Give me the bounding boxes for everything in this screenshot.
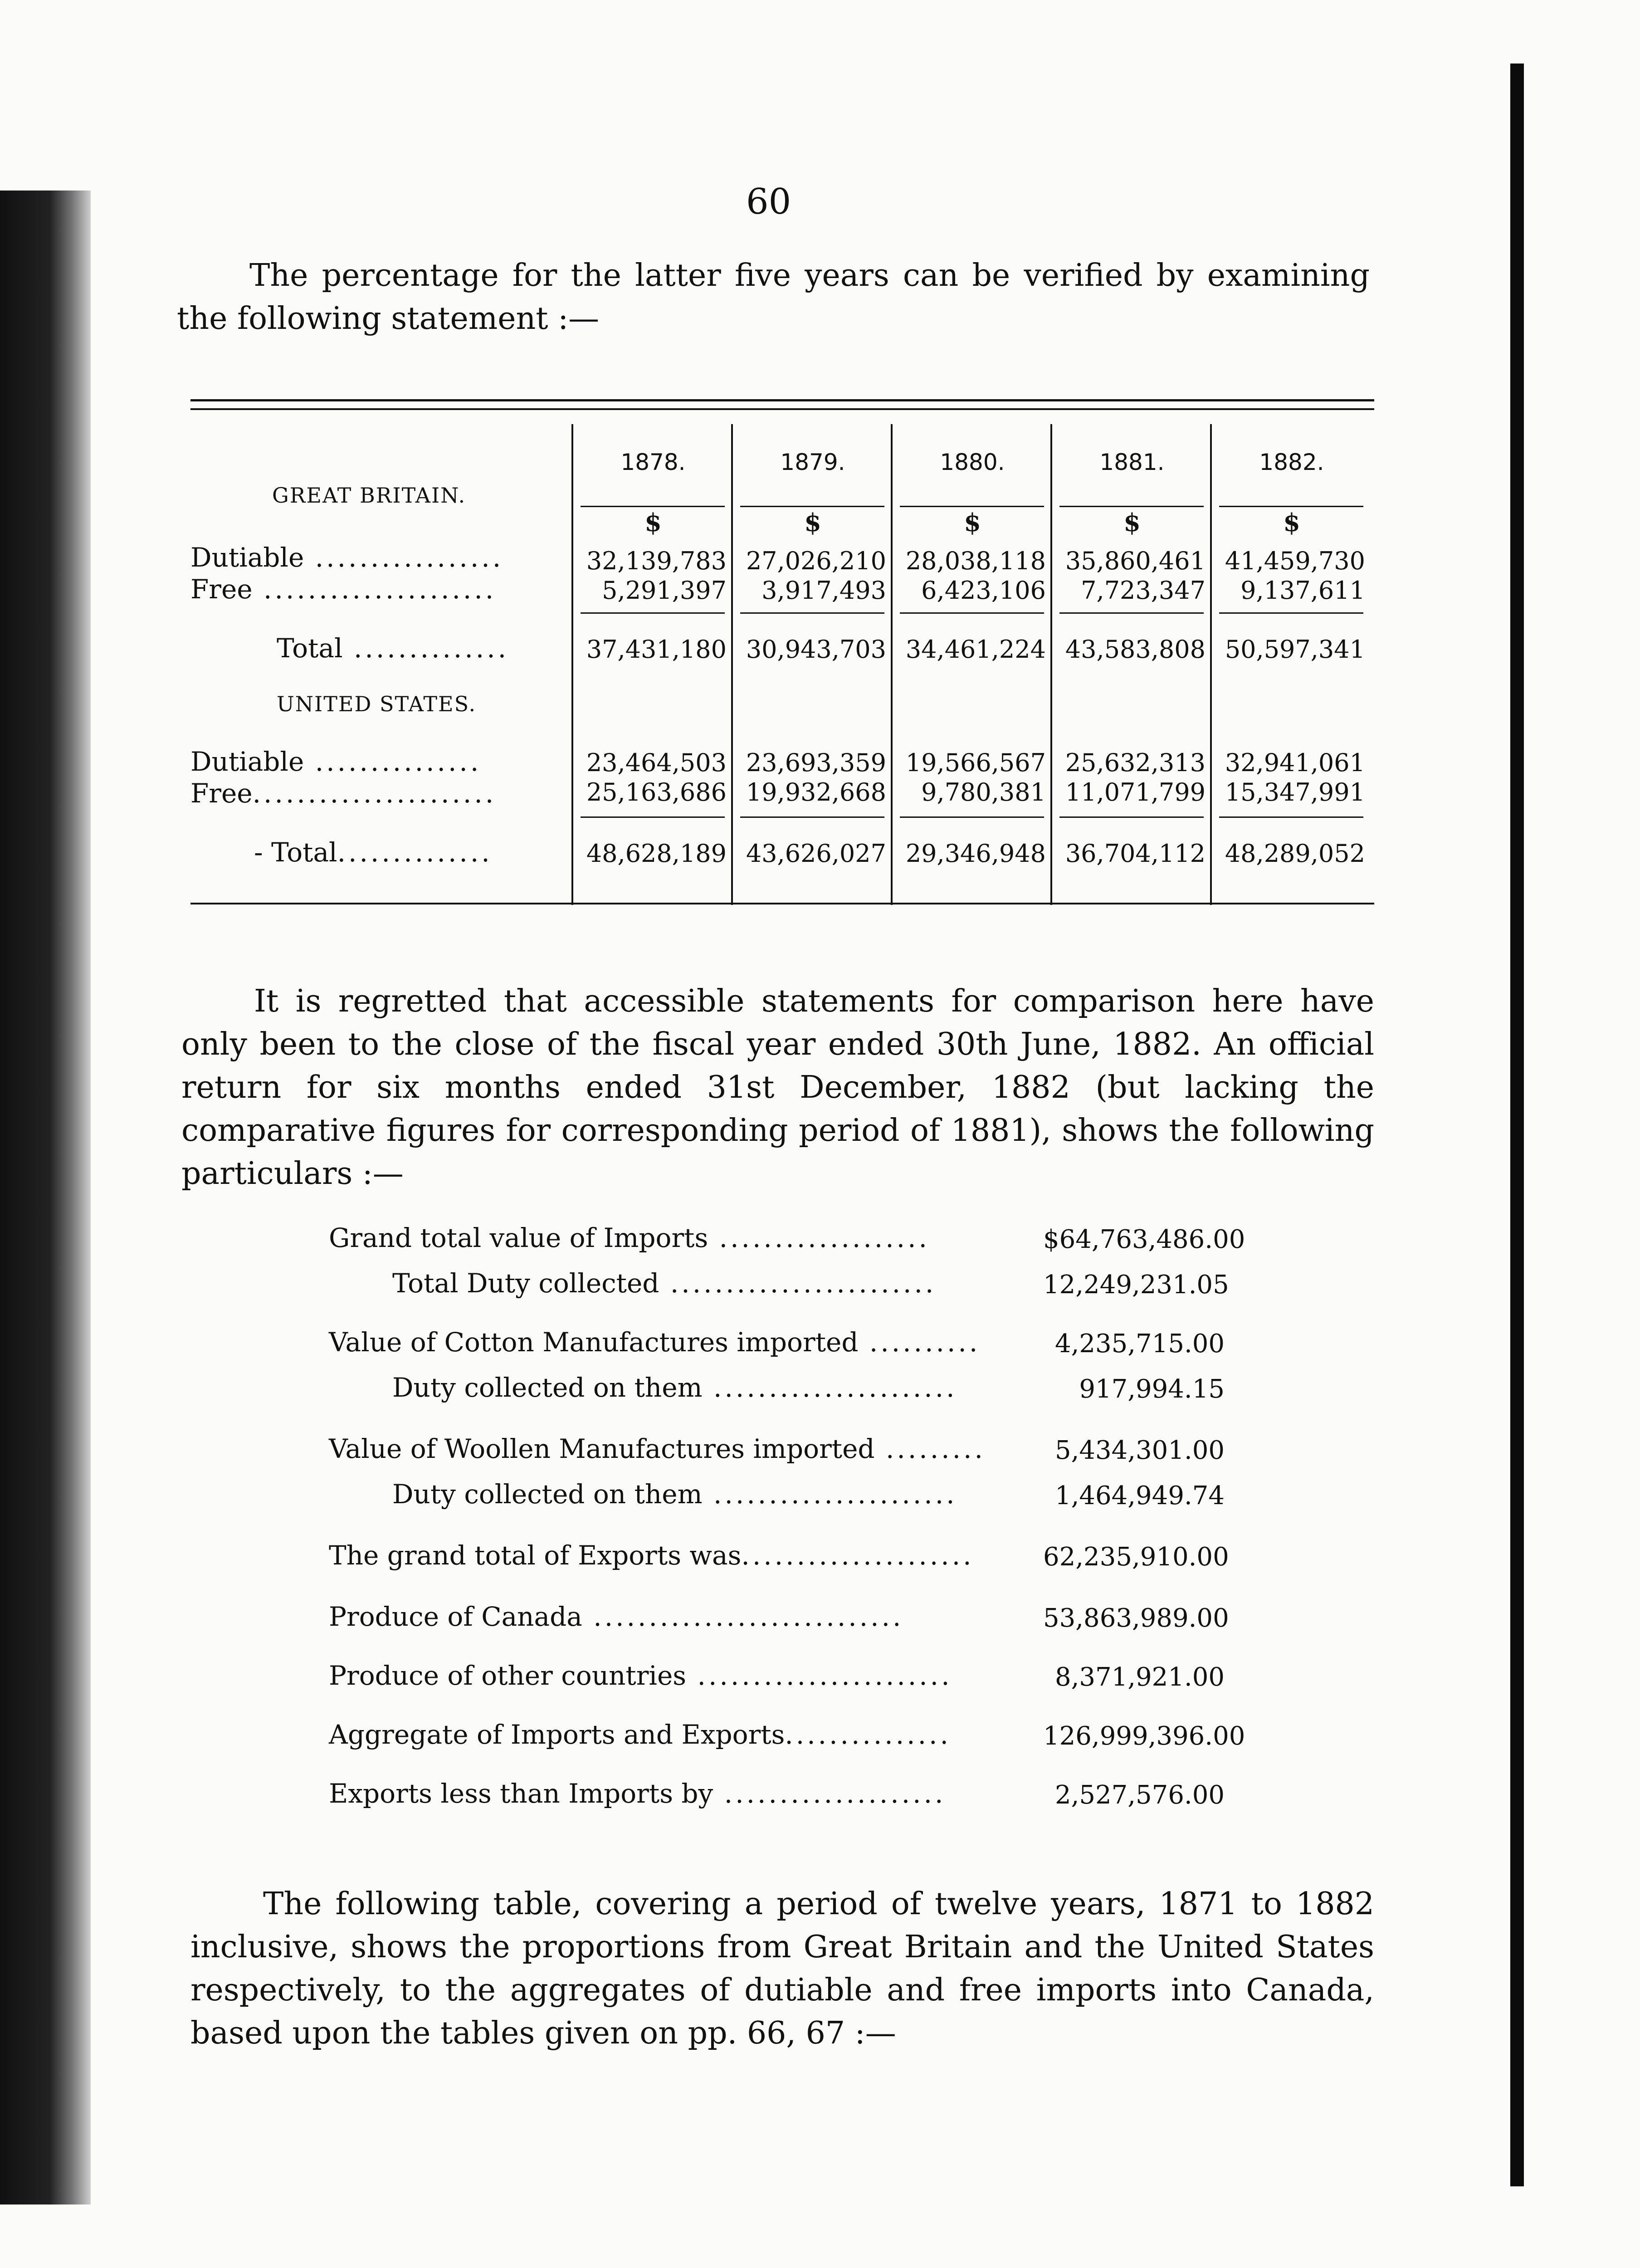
table-cell-total: 37,431,180 [586,635,727,664]
sum-rule [740,816,884,818]
table-cell-total: 48,289,052 [1225,839,1365,868]
summary-label: Produce of other countries ....................... [329,1660,952,1691]
section-united-states: UNITED STATES. [277,692,477,716]
currency-symbol: $ [964,508,981,537]
sum-rule [1219,816,1363,818]
table-cell: 3,917,493 [761,576,886,605]
scan-edge-left [0,191,91,2204]
sum-rule [1219,612,1363,614]
sum-rule [1059,816,1204,818]
table-cell: 15,347,991 [1225,778,1365,807]
row-label-total: Total .............. [277,633,509,664]
summary-label: The grand total of Exports was..................... [329,1540,974,1571]
page-number: 60 [746,181,791,222]
intro-paragraph [177,254,1370,340]
row-label-free: Free ..................... [190,574,497,605]
table-cell: 9,780,381 [921,778,1046,807]
summary-label: Grand total value of Imports ................... [329,1222,930,1253]
header-underline [900,506,1044,507]
summary-label: Exports less than Imports by .................... [329,1778,946,1809]
summary-value: 53,863,989.00 [1043,1603,1229,1633]
col-divider [571,424,573,905]
table-cell: 23,693,359 [746,748,886,777]
summary-value: 62,235,910.00 [1043,1542,1229,1572]
table-cell: 19,566,567 [905,748,1046,777]
summary-value: 4,235,715.00 [1054,1329,1225,1359]
summary-label: Value of Woollen Manufactures imported ......... [329,1433,986,1464]
table-cell: 35,860,461 [1065,547,1206,575]
paragraph-regretted [181,980,1374,1195]
table-cell: 28,038,118 [905,547,1046,575]
row-label-dutiable: Dutiable ................. [190,542,504,573]
table-cell-total: 34,461,224 [905,635,1046,664]
year-1881: 1881. [1099,449,1165,475]
header-underline [581,506,725,507]
bottom-rule [190,903,1374,904]
sum-rule [740,612,884,614]
table-cell: 7,723,347 [1081,576,1206,605]
table-cell: 25,632,313 [1065,748,1206,777]
table-cell: 32,941,061 [1225,748,1365,777]
sum-rule [1059,612,1204,614]
summary-value: 1,464,949.74 [1054,1481,1225,1510]
row-label-total: - Total.............. [254,837,493,868]
section-great-britain: GREAT BRITAIN. [272,483,466,508]
table-cell-total: 29,346,948 [905,839,1046,868]
table-cell: 41,459,730 [1225,547,1365,575]
currency-symbol: $ [1123,508,1141,537]
top-rule-2 [190,408,1374,410]
summary-label: Produce of Canada ............................ [329,1601,904,1632]
scan-edge-right [1510,64,1524,2186]
year-1882: 1882. [1259,449,1324,475]
table-cell: 5,291,397 [602,576,727,605]
year-1878: 1878. [620,449,686,475]
paragraph-regretted-text: It is regretted that accessible statements for comparison here have only been to the close of the fiscal year ended 30th June, 1882. An official return for six months ended 31st December, 1882 (but lacking the comparative figures for corresponding period of 1881), shows the following particulars :— [181,983,1374,1192]
col-divider [1210,424,1212,905]
summary-label: Duty collected on them ...................... [392,1479,957,1510]
col-divider [1050,424,1052,905]
table-cell: 6,423,106 [921,576,1046,605]
paragraph-following-table [190,1882,1374,2055]
sum-rule [900,612,1044,614]
header-underline [740,506,884,507]
year-1880: 1880. [940,449,1005,475]
currency-symbol: $ [804,508,821,537]
summary-label: Value of Cotton Manufactures imported .......... [329,1327,981,1358]
table-cell-total: 50,597,341 [1225,635,1365,664]
table-cell: 27,026,210 [746,547,886,575]
top-rule-1 [190,399,1374,401]
col-divider [731,424,733,905]
summary-value: 5,434,301.00 [1054,1436,1225,1465]
summary-label: Total Duty collected ........................ [392,1268,937,1299]
table-cell: 23,464,503 [586,748,727,777]
table-cell: 11,071,799 [1065,778,1206,807]
currency-symbol: $ [1283,508,1300,537]
table-cell-total: 48,628,189 [586,839,727,868]
summary-value: 2,527,576.00 [1054,1780,1225,1810]
sum-rule [581,612,725,614]
summary-value: $64,763,486.00 [1043,1225,1245,1254]
col-divider [891,424,893,905]
table-cell-total: 30,943,703 [746,635,886,664]
table-cell: 25,163,686 [586,778,727,807]
year-1879: 1879. [780,449,845,475]
intro-text: The percentage for the latter five years can be verified by examining the following statement :— [177,258,1370,337]
summary-label: Duty collected on them ...................... [392,1372,957,1403]
row-label-dutiable: Dutiable ............... [190,746,482,777]
header-underline [1059,506,1204,507]
summary-value: 917,994.15 [1079,1374,1225,1404]
table-cell: 19,932,668 [746,778,886,807]
summary-value: 8,371,921.00 [1054,1662,1225,1692]
table-cell: 9,137,611 [1240,576,1365,605]
summary-label: Aggregate of Imports and Exports............... [329,1719,951,1750]
table-cell-total: 43,583,808 [1065,635,1206,664]
summary-value: 126,999,396.00 [1043,1721,1245,1751]
table-cell: 32,139,783 [586,547,727,575]
table-cell-total: 36,704,112 [1065,839,1206,868]
currency-symbol: $ [644,508,662,537]
sum-rule [581,816,725,818]
paragraph-following-table-text: The following table, covering a period of twelve years, 1871 to 1882 inclusive, shows the proportions from Great Britain and the United States respectively, to the aggregates of dutiable and free imports into Canada, based upon the tables given on pp. 66, 67 :— [190,1886,1374,2051]
header-underline [1219,506,1363,507]
sum-rule [900,816,1044,818]
table-cell-total: 43,626,027 [746,839,886,868]
row-label-free: Free...................... [190,778,497,809]
summary-value: 12,249,231.05 [1043,1270,1229,1300]
